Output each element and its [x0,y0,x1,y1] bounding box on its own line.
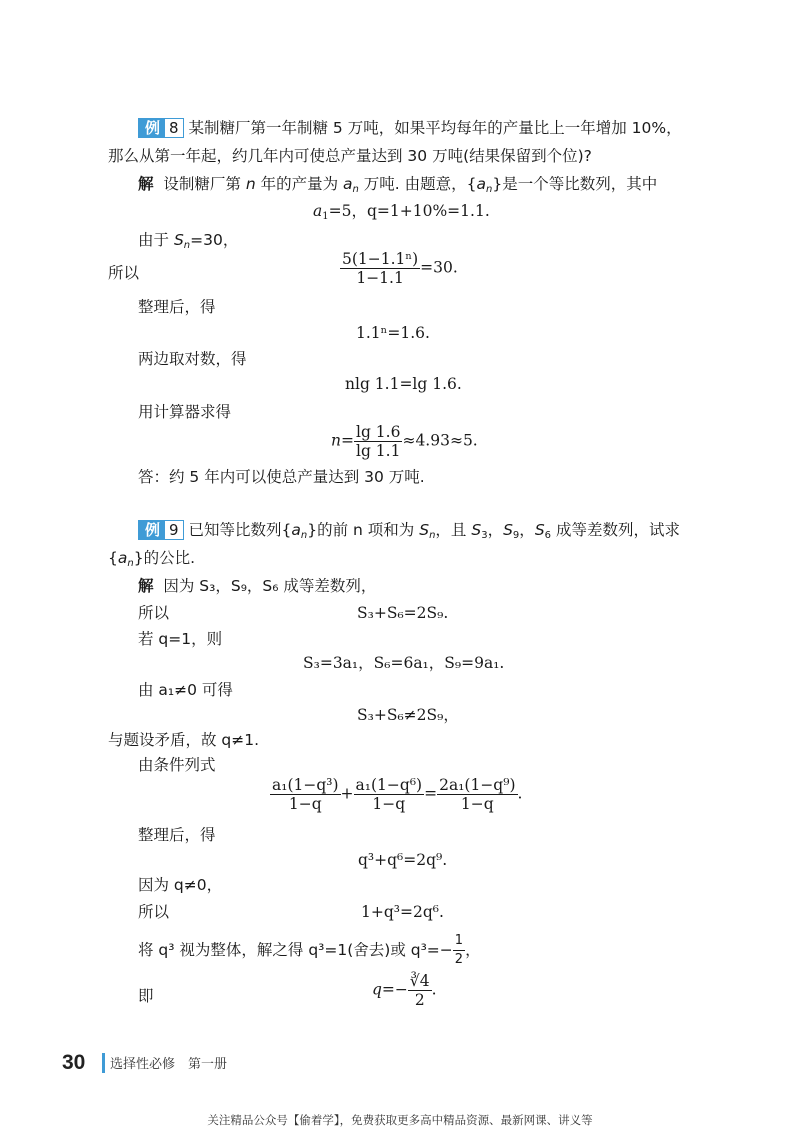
because-q: 因为 q≠0， [138,876,223,894]
if-q1: 若 q=1，则 [138,630,223,648]
example-9-line1: 例 9 已知等比数列$\{a_n\}$的前 n 项和为 $S_n$，且 $S_3$，$S_9$，$S_6$ 成等差数列，试求 [138,519,680,547]
log-label: 两边取对数，得 [138,350,247,368]
eq-q-powers: q³+q⁶=2q⁹. [358,851,448,869]
eq-power: 1.1ⁿ=1.6. [356,324,430,342]
thus-label: 即 [138,987,154,1005]
eq-log: nlg 1.1=lg 1.6. [345,375,462,393]
example-8-line1: 例 8 某制糖厂第一年制糖 5 万吨，如果平均每年的产量比上一年增加 10%， [138,117,682,139]
example-8-line2: 那么从第一年起，约几年内可使总产量达到 30 万吨(结果保留到个位)? [108,147,592,165]
eq-fractions: $\frac{\text{a₁(1−q³)}}{1-q}$ + $\frac{\text{a₁(1−q⁶)}}{1-q}$ = $\frac{\text{2a₁(1−q⁹)}}{1-q}$ . [272,776,523,813]
example-9-line2: $\{a_n\}$的公比. [108,549,196,569]
so-label-1: 所以 [108,264,140,282]
contradiction: 与题设矛盾，故 q≠1. [108,731,260,749]
example-8-solution-intro: 解 设制糖厂第 n 年的产量为 $a_n$ 万吨. 由题意，$\{a_n\}$是一个等比数列，其中 [138,175,658,195]
eq-q-quadratic: 1+q³=2q⁶. [361,903,444,921]
calc-label: 用计算器求得 [138,403,232,421]
answer-8: 答：约 5 年内可以使总产量达到 30 万吨. [138,468,425,486]
example-8-badge: 例 8 [138,117,184,139]
footer-accent-bar [102,1053,105,1073]
eq-s-neq: S₃+S₆≠2S₉， [357,706,459,724]
by-condition: 由条件列式 [138,756,216,774]
eq-s-values: S₃=3a₁，S₆=6a₁，S₉=9a₁. [303,654,505,672]
footer-note: 关注精品公众号【偷着学】，免费获取更多高中精品资源、最新网课、讲义等 [207,1113,593,1127]
example-9-solution-intro: 解 因为 S₃，S₉，S₆ 成等差数列， [138,577,377,595]
so-label-2: 所以 [138,604,170,622]
eq-final-q: q=− $\frac{∛4}{2}$ . [372,972,437,1009]
from-a1: 由 a₁≠0 可得 [138,681,233,699]
eq-s-sum: S₃+S₆=2S₉. [357,604,449,622]
eq-n-result: n= $\frac{\lg 1.6}{\lg 1.1}$ ≈4.93≈5. [331,423,478,460]
since-sn: 由于 $S_n=30$， [138,231,239,251]
eq-a1-q: $a_1=5$，q=1+10%=1.1. [313,202,490,222]
tidy-label-1: 整理后，得 [138,298,216,316]
page-number: 30 [62,1051,86,1074]
so-label-3: 所以 [138,903,170,921]
book-title: 选择性必修 第一册 [110,1057,228,1072]
eq-sum-fraction: $\frac{\text{5(1−1.1ⁿ)}}{1-1.1}$ =30. [342,250,458,287]
tidy-label-2: 整理后，得 [138,826,216,844]
example-9-badge: 例 9 [138,519,184,541]
treat-q3: 将 q³ 视为整体，解之得 q³=1(舍去)或 q³=− $\frac{1}{2}$ ， [138,933,481,967]
